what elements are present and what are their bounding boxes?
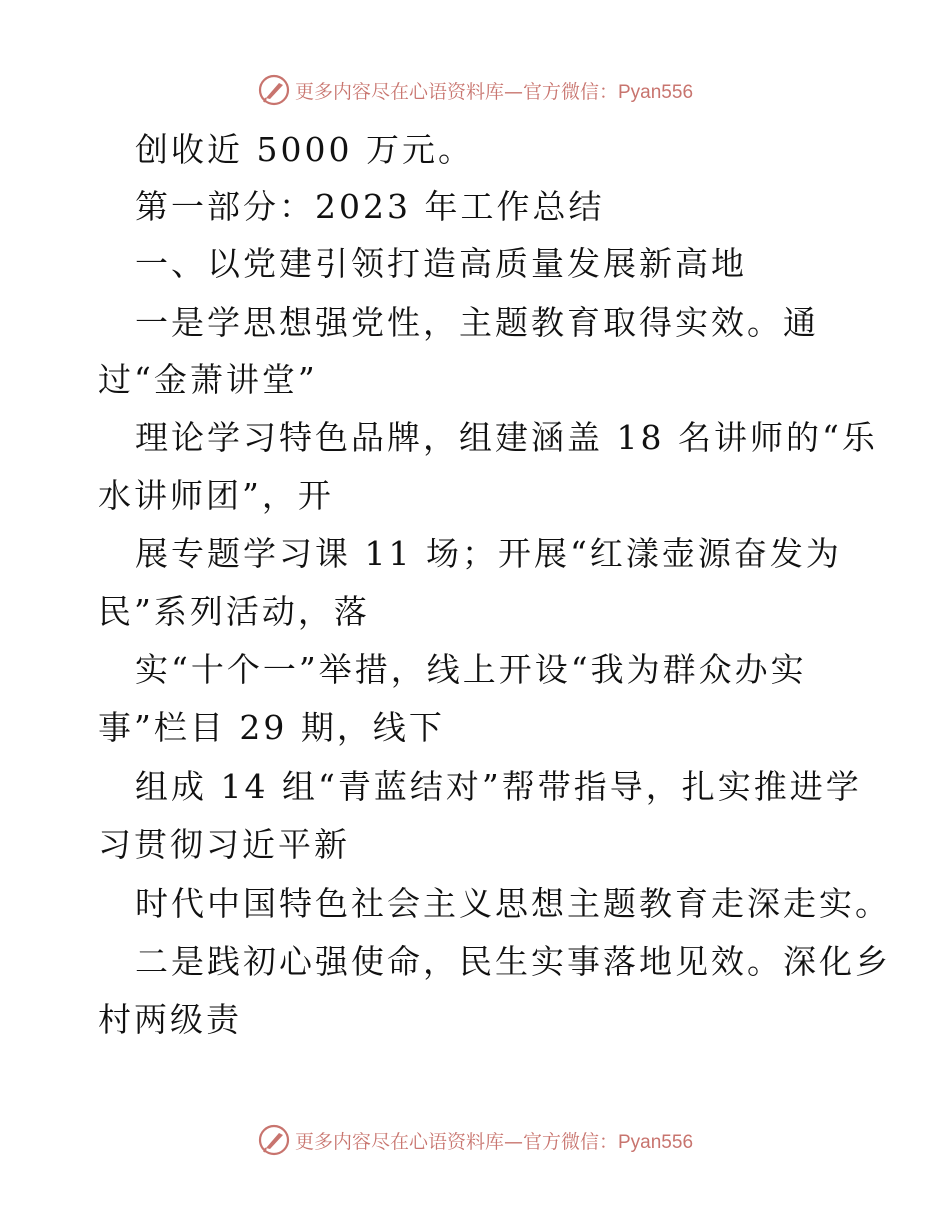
- quill-pen-logo-icon: [257, 1123, 291, 1157]
- body-line: 时代中国特色社会主义思想主题教育走深走实。: [135, 884, 891, 923]
- body-line: 组成 14 组“青蓝结对”帮带指导，扎实推进学: [135, 767, 862, 806]
- body-line: 二是践初心强使命，民生实事落地见效。深化乡: [135, 942, 891, 981]
- body-line: 民”系列活动，落: [98, 592, 370, 631]
- watermark-label: 更多内容尽在心语资料库—官方微信：: [294, 80, 618, 103]
- section-heading: 第一部分：2023 年工作总结: [135, 187, 605, 226]
- subsection-heading: 一、以党建引领打造高质量发展新高地: [135, 244, 747, 283]
- body-line: 一是学思想强党性，主题教育取得实效。通: [135, 303, 819, 342]
- body-line: 水讲师团”，开: [98, 476, 334, 515]
- watermark-label: 更多内容尽在心语资料库—官方微信：: [294, 1130, 618, 1153]
- body-line: 展专题学习课 11 场；开展“红漾壶源奋发为: [135, 534, 842, 573]
- body-line: 村两级责: [98, 1000, 242, 1039]
- body-line: 实“十个一”举措，线上开设“我为群众办实: [135, 650, 807, 689]
- watermark-text: [295, 77, 693, 104]
- quill-pen-logo-icon: [257, 73, 291, 107]
- watermark-wechat-id: Pyan556: [618, 81, 694, 103]
- body-line: 过“金萧讲堂”: [98, 360, 318, 399]
- body-line: 理论学习特色品牌，组建涵盖 18 名讲师的“乐: [135, 418, 878, 457]
- watermark-wechat-id: Pyan556: [618, 1131, 694, 1153]
- body-line: 事”栏目 29 期，线下: [98, 708, 445, 747]
- body-line: 创收近 5000 万元。: [135, 130, 474, 169]
- watermark-text: [295, 1127, 693, 1154]
- body-line: 习贯彻习近平新: [98, 825, 350, 864]
- footer-watermark: [0, 1120, 950, 1160]
- header-watermark: [0, 70, 950, 110]
